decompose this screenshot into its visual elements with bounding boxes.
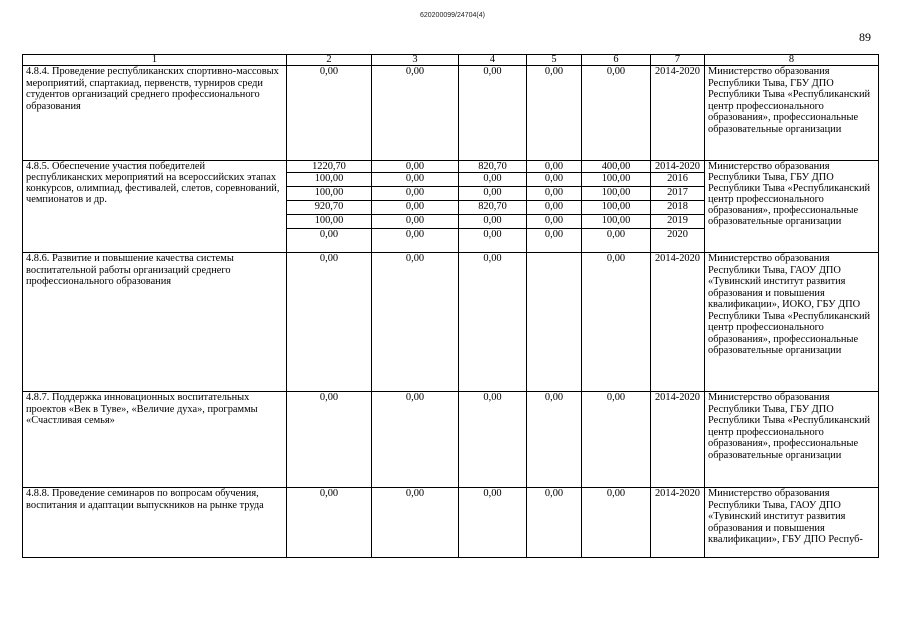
- value-cell: 0,00: [459, 392, 527, 488]
- period-cell: 2014-2020: [651, 161, 705, 173]
- period-cell: 2014-2020: [651, 488, 705, 558]
- value-cell: 0,00: [372, 201, 459, 215]
- responsible-cell: Министерство образования Республики Тыва, ГБУ ДПО Республики Тыва «Республиканский центр профессионального образования», профессиональные образовательные организации: [705, 392, 879, 488]
- value-cell: 400,00: [582, 161, 651, 173]
- responsible-cell: Министерство образования Республики Тыва, ГБУ ДПО Республики Тыва «Республиканский центр профессионального образования», профессиональные образовательные организации: [705, 161, 879, 253]
- value-cell: 100,00: [582, 215, 651, 229]
- period-cell: 2014-2020: [651, 253, 705, 392]
- value-cell: 0,00: [372, 488, 459, 558]
- value-cell: 0,00: [459, 215, 527, 229]
- value-cell: 0,00: [527, 173, 582, 187]
- value-cell: 0,00: [372, 173, 459, 187]
- column-header: 5: [527, 55, 582, 66]
- value-cell: 0,00: [527, 161, 582, 173]
- value-cell: 820,70: [459, 161, 527, 173]
- value-cell: 100,00: [287, 173, 372, 187]
- value-cell: 0,00: [372, 215, 459, 229]
- value-cell: 0,00: [287, 488, 372, 558]
- value-cell: 0,00: [372, 66, 459, 161]
- responsible-cell: Министерство образования Республики Тыва, ГАОУ ДПО «Тувинский институт развития образования и повышения квалификации», ИОКО, ГБУ ДПО Республики Тыва «Республиканский центр профессионального образования», профессиональные образовательные организации: [705, 253, 879, 392]
- period-cell: 2018: [651, 201, 705, 215]
- value-cell: 820,70: [459, 201, 527, 215]
- page-number: 89: [859, 30, 871, 44]
- table-row: [23, 66, 879, 161]
- period-cell: 2016: [651, 173, 705, 187]
- value-cell: 100,00: [582, 173, 651, 187]
- value-cell: 0,00: [287, 253, 372, 392]
- column-header: 8: [705, 55, 879, 66]
- column-header: 3: [372, 55, 459, 66]
- value-cell: 0,00: [527, 187, 582, 201]
- value-cell: 100,00: [287, 215, 372, 229]
- period-cell: 2019: [651, 215, 705, 229]
- column-header: 1: [23, 55, 287, 66]
- table-row: [23, 161, 879, 173]
- value-cell: 0,00: [582, 229, 651, 253]
- activity-description: 4.8.5. Обеспечение участия победителей республиканских мероприятий на всероссийских этапах конкурсов, олимпиад, фестивалей, слетов, соревнований, чемпионатов и др.: [23, 161, 287, 253]
- header-row: [23, 55, 879, 66]
- value-cell: 0,00: [582, 66, 651, 161]
- value-cell: 0,00: [287, 66, 372, 161]
- activity-description: 4.8.7. Поддержка инновационных воспитательных проектов «Век в Туве», «Величие духа», программы «Счастливая семья»: [23, 392, 287, 488]
- value-cell: 0,00: [372, 187, 459, 201]
- value-cell: 0,00: [372, 392, 459, 488]
- value-cell: 0,00: [527, 201, 582, 215]
- value-cell: 0,00: [582, 253, 651, 392]
- program-table: [22, 54, 879, 558]
- column-header: 2: [287, 55, 372, 66]
- period-cell: 2014-2020: [651, 66, 705, 161]
- value-cell: 0,00: [527, 488, 582, 558]
- value-cell: 100,00: [287, 187, 372, 201]
- activity-description: 4.8.6. Развитие и повышение качества системы воспитательной работы организаций среднего профессионального образования: [23, 253, 287, 392]
- value-cell: 0,00: [372, 229, 459, 253]
- document-id: 620200099/24704(4): [419, 12, 485, 19]
- value-cell: 0,00: [527, 66, 582, 161]
- column-header: 7: [651, 55, 705, 66]
- value-cell: 0,00: [527, 229, 582, 253]
- value-cell: 0,00: [459, 66, 527, 161]
- value-cell: [527, 253, 582, 392]
- value-cell: 0,00: [582, 392, 651, 488]
- value-cell: 0,00: [459, 488, 527, 558]
- column-header: 6: [582, 55, 651, 66]
- responsible-cell: Министерство образования Республики Тыва, ГАОУ ДПО «Тувинский институт развития образования и повышения квалификации», ГБУ ДПО Респуб-: [705, 488, 879, 558]
- table-row: [23, 253, 879, 392]
- value-cell: 0,00: [372, 253, 459, 392]
- value-cell: 0,00: [582, 488, 651, 558]
- activity-description: 4.8.8. Проведение семинаров по вопросам обучения, воспитания и адаптации выпускников на рынке труда: [23, 488, 287, 558]
- column-header: 4: [459, 55, 527, 66]
- value-cell: 1220,70: [287, 161, 372, 173]
- value-cell: 0,00: [287, 392, 372, 488]
- value-cell: 0,00: [459, 187, 527, 201]
- table-row: [23, 392, 879, 488]
- value-cell: 0,00: [372, 161, 459, 173]
- value-cell: 100,00: [582, 201, 651, 215]
- value-cell: 0,00: [527, 392, 582, 488]
- period-cell: 2017: [651, 187, 705, 201]
- value-cell: 0,00: [459, 229, 527, 253]
- responsible-cell: Министерство образования Республики Тыва, ГБУ ДПО Республики Тыва «Республиканский центр профессионального образования», профессиональные образовательные организации: [705, 66, 879, 161]
- value-cell: 0,00: [459, 173, 527, 187]
- value-cell: 920,70: [287, 201, 372, 215]
- activity-description: 4.8.4. Проведение республиканских спортивно-массовых мероприятий, спартакиад, первенств, турниров среди студентов организаций среднего профессионального образования: [23, 66, 287, 161]
- value-cell: 0,00: [527, 215, 582, 229]
- value-cell: 0,00: [459, 253, 527, 392]
- value-cell: 100,00: [582, 187, 651, 201]
- value-cell: 0,00: [287, 229, 372, 253]
- period-cell: 2020: [651, 229, 705, 253]
- table-row: [23, 488, 879, 558]
- period-cell: 2014-2020: [651, 392, 705, 488]
